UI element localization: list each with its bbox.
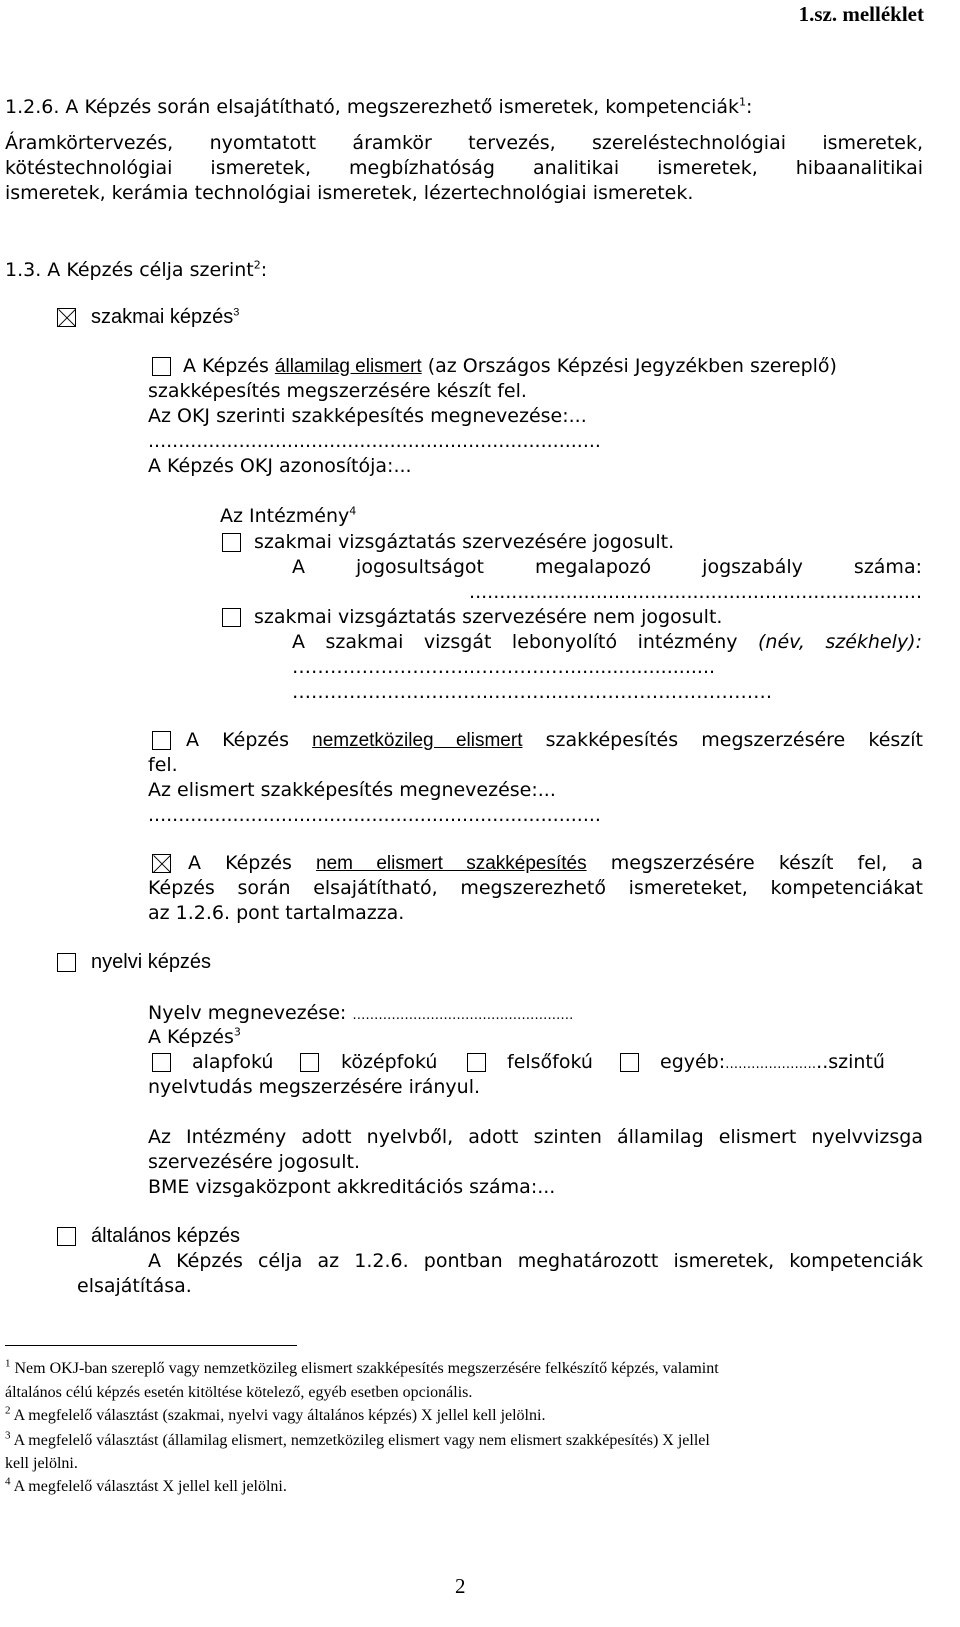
nem-elismert-text-3: az 1.2.6. pont tartalmazza.: [148, 902, 405, 924]
altalanos-text-2: elsajátítása.: [77, 1275, 192, 1297]
annex-label: 1.sz. melléklet: [798, 2, 924, 26]
section-13-heading: 1.3. A Képzés célja szerint$^2$:: [5, 258, 268, 281]
footnote-ref: 1: [739, 95, 746, 109]
page-number: 2: [455, 1574, 466, 1598]
iranyul-text: nyelvtudás megszerzésére irányul.: [148, 1076, 481, 1098]
nyelv-field[interactable]: Nyelv megnevezése: ……………………………………………: [148, 1002, 574, 1024]
allamilag-checkbox[interactable]: [152, 357, 171, 376]
intezmeny-label: Az Intézmény$^4$: [220, 504, 357, 527]
lebonyolito-field[interactable]: ………………………..……………........................: [292, 656, 716, 678]
nyelvi-checkbox[interactable]: [57, 953, 76, 972]
footnote-1: $^1$ Nem OKJ-ban szereplő vagy nemzetközileg elismert szakképesítés megszerzésére felkészítő képzés, valamint: [5, 1357, 719, 1377]
nyelvi-label: nyelvi képzés: [91, 951, 212, 973]
felsofoku-checkbox[interactable]: [467, 1053, 486, 1072]
jogosult-checkbox[interactable]: [222, 533, 241, 552]
okj-id-field[interactable]: A Képzés OKJ azonosítója:...: [148, 455, 412, 477]
altalanos-checkbox[interactable]: [57, 1227, 76, 1246]
nem-elismert-checkbox[interactable]: [152, 854, 171, 873]
szakmai-label: szakmai képzés$^3$: [91, 306, 240, 328]
okj-name-field[interactable]: Az OKJ szerinti szakképesítés megnevezése:...: [148, 405, 587, 427]
allamilag-text: A Képzés államilag elismert (az Országos Képzési Jegyzékben szereplő): [183, 355, 837, 377]
footnote-separator: [5, 1345, 297, 1346]
kozepfoku-checkbox[interactable]: [300, 1053, 319, 1072]
competence-line: ismeretek, kerámia technológiai ismeretek, lézertechnológiai ismeretek.: [5, 182, 694, 204]
competence-line: Áramkörtervezés, nyomtatott áramkör tervezés, szereléstechnológiai ismeretek,: [5, 132, 923, 154]
kozepfoku-label: középfokú: [341, 1051, 438, 1073]
nemzetkozi-checkbox[interactable]: [152, 731, 171, 750]
competence-line: kötéstechnológiai ismeretek, megbízhatóság analitikai ismeretek, hibaanalitikai: [5, 157, 923, 179]
lebonyolito-field-2[interactable]: …………………………..………..……………………………: [292, 681, 773, 703]
egyeb-checkbox[interactable]: [620, 1053, 639, 1072]
footnote-ref: 3: [233, 1025, 241, 1039]
alapfoku-checkbox[interactable]: [152, 1053, 171, 1072]
footnote-ref: 2: [253, 258, 261, 272]
nemzetkozi-name-field[interactable]: Az elismert szakképesítés megnevezése:...: [148, 779, 556, 801]
intezmeny-nyelv-text-2: szervezésére jogosult.: [148, 1151, 360, 1173]
nemzetkozi-text-2: fel.: [148, 754, 178, 776]
lebonyolito-label: A szakmai vizsgát lebonyolító intézmény (név, székhely):: [292, 631, 922, 653]
egyeb-field[interactable]: …………………: [725, 1057, 817, 1072]
allamilag-text-2: szakképesítés megszerzésére készít fel.: [148, 380, 527, 402]
nem-elismert-text-2: Képzés során elsajátítható, megszerezhető ismereteket, kompetenciákat: [148, 877, 923, 899]
footnote-2: $^2$ A megfelelő választást (szakmai, nyelvi vagy általános képzés) X jellel kell jelölni.: [5, 1404, 546, 1424]
footnote-4: $^4$ A megfelelő választást X jellel kell jelölni.: [5, 1475, 287, 1495]
jogszabaly-label: A jogosultságot megalapozó jogszabály száma:: [292, 556, 922, 578]
section-126-heading: 1.2.6. A Képzés során elsajátítható, megszerezhető ismeretek, kompetenciák$^1$:: [5, 95, 753, 118]
jogszabaly-field[interactable]: ...........................................................................: [469, 581, 922, 603]
footnote-ref: 3: [233, 306, 240, 319]
jogosult-label: szakmai vizsgáztatás szervezésére jogosult.: [254, 531, 675, 553]
egyeb-label: egyéb:…………………..szintű: [660, 1051, 885, 1073]
footnote-ref: 4: [349, 504, 357, 518]
altalanos-text: A Képzés célja az 1.2.6. pontban meghatározott ismeretek, kompetenciák: [148, 1250, 923, 1272]
alapfoku-label: alapfokú: [192, 1051, 274, 1073]
felsofoku-label: felsőfokú: [507, 1051, 593, 1073]
szakmai-checkbox[interactable]: [57, 308, 76, 327]
altalanos-label: általános képzés: [91, 1225, 240, 1247]
nyelvi-kepzes-label: A Képzés$^3$: [148, 1025, 241, 1048]
nem-elismert-text: A Képzés nem elismert szakképesítés megszerzésére készít fel, a: [188, 852, 923, 874]
nemzetkozi-text: A Képzés nemzetközileg elismert szakképesítés megszerzésére készít: [186, 729, 924, 751]
bme-field[interactable]: BME vizsgaközpont akkreditációs száma:...: [148, 1176, 556, 1198]
dots-line[interactable]: ...........................................................................: [148, 430, 601, 452]
footnote-3: $^3$ A megfelelő választást (államilag elismert, nemzetközileg elismert vagy nem elismert szakképesítés) X jellel: [5, 1429, 710, 1449]
footnote-3-cont: kell jelölni.: [5, 1455, 78, 1472]
nem-jogosult-label: szakmai vizsgáztatás szervezésére nem jogosult.: [254, 606, 723, 628]
nem-jogosult-checkbox[interactable]: [222, 608, 241, 627]
dots-line[interactable]: ...........................................................................: [148, 804, 601, 826]
footnote-1-cont: általános célú képzés esetén kitöltése kötelező, egyéb esetben opcionális.: [5, 1384, 473, 1401]
intezmeny-nyelv-text: Az Intézmény adott nyelvből, adott szinten államilag elismert nyelvvizsga: [148, 1126, 923, 1148]
